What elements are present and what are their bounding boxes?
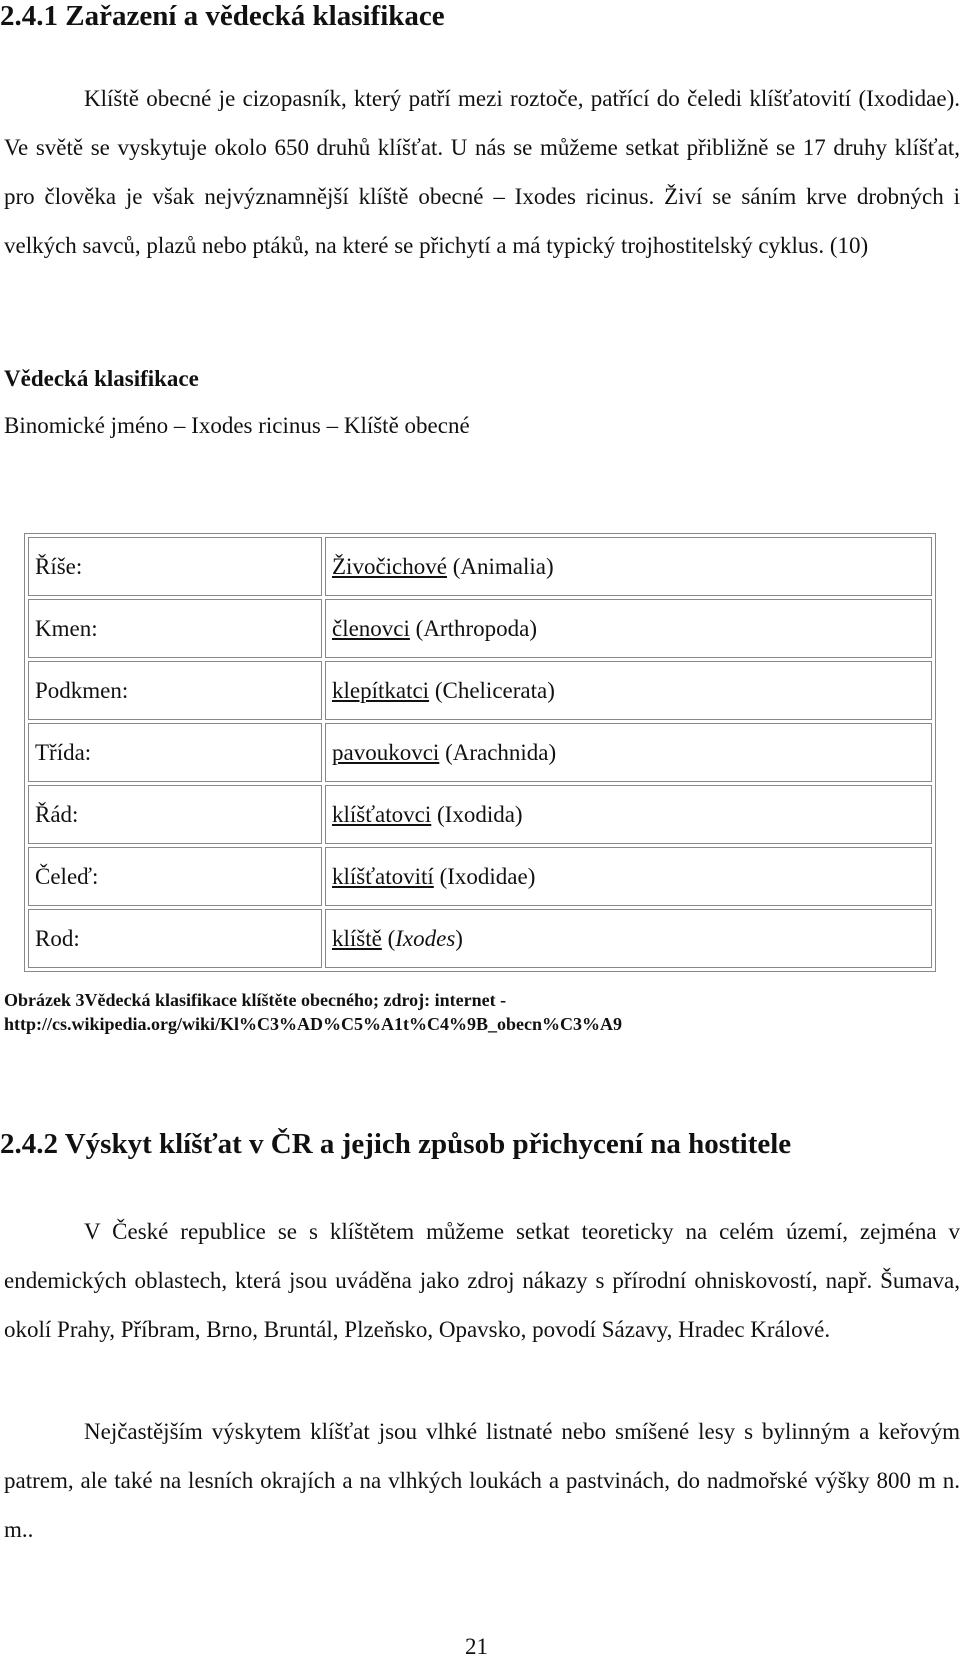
taxon-latin: (Arachnida)	[439, 739, 557, 765]
rank-label: Čeleď:	[28, 847, 322, 906]
classification-row	[28, 599, 932, 658]
rank-label: Rod:	[28, 909, 322, 968]
taxon-cell	[325, 537, 932, 596]
figure-caption: Obrázek 3Vědecká klasifikace klíštěte obecného; zdroj: internet - http://cs.wikipedia.org/wiki/Kl%C3%AD%C5%A1t%C4%9B_obecn%C3%A9	[4, 988, 954, 1036]
classification-table	[24, 533, 936, 972]
taxon-latin: (Animalia)	[446, 553, 554, 579]
taxon-latin: (Ixodida)	[431, 801, 523, 827]
taxon-cell	[325, 599, 932, 658]
classification-row	[28, 537, 932, 596]
taxon-cell	[325, 909, 932, 968]
classification-row	[28, 723, 932, 782]
taxon-cell	[325, 723, 932, 782]
taxon-link[interactable]: členovci	[332, 615, 410, 641]
habitat-paragraph: Nejčastějším výskytem klíšťat jsou vlhké listnaté nebo smíšené lesy s bylinným a keřovým patrem, ale také na lesních okrajích a na vlhkých loukách a pastvinách, do nadmořské výšky 800 m n. m..	[4, 1419, 960, 1542]
taxon-link[interactable]: klíště	[332, 925, 382, 951]
classification-title: Vědecká klasifikace	[4, 366, 199, 391]
taxon-latin: (Chelicerata)	[429, 677, 555, 703]
rank-label: Třída:	[28, 723, 322, 782]
occurrence-paragraph: V České republice se s klíštětem můžeme setkat teoreticky na celém území, zejména v endemických oblastech, která jsou uváděna jako zdroj nákazy s přírodní ohniskovostí, např. Šumava, okolí Prahy, Příbram, Brno, Bruntál, Plzeňsko, Opavsko, povodí Sázavy, Hradec Králové.	[4, 1219, 960, 1342]
rank-label: Říše:	[28, 537, 322, 596]
page-number: 21	[465, 1634, 488, 1659]
rank-label: Řád:	[28, 785, 322, 844]
classification-row	[28, 785, 932, 844]
caption-source-url: http://cs.wikipedia.org/wiki/Kl%C3%AD%C5%A1t%C4%9B_obecn%C3%A9	[4, 1014, 623, 1034]
binomial-name: Binomické jméno – Ixodes ricinus – Klíště obecné	[4, 413, 470, 438]
rank-label: Kmen:	[28, 599, 322, 658]
intro-paragraph: Klíště obecné je cizopasník, který patří mezi roztoče, patřící do čeledi klíšťatovití (Ixodidae). Ve světě se vyskytuje okolo 650 druhů klíšťat. U nás se můžeme setkat přibližně se 17 druhy klíšťat, pro člověka je však nejvýznamnější klíště obecné – Ixodes ricinus. Živí se sáním krve drobných i velkých savců, plazů nebo ptáků, na které se přichytí a má typický trojhostitelský cyklus. (10)	[4, 86, 960, 258]
taxon-link[interactable]: klepítkatci	[332, 677, 430, 703]
taxon-latin: (	[381, 925, 396, 951]
taxon-cell	[325, 785, 932, 844]
section-heading-2-4-1: 2.4.1 Zařazení a vědecká klasifikace	[0, 0, 445, 32]
taxon-cell	[325, 661, 932, 720]
taxon-link[interactable]: klíšťatovci	[332, 801, 432, 827]
taxon-cell	[325, 847, 932, 906]
taxon-latin: (Arthropoda)	[409, 615, 538, 641]
rank-label: Podkmen:	[28, 661, 322, 720]
classification-row	[28, 661, 932, 720]
taxon-link[interactable]: pavoukovci	[332, 739, 440, 765]
taxon-latin-close: )	[455, 925, 463, 951]
taxon-latin-italic: Ixodes	[395, 925, 456, 951]
taxon-link[interactable]: Živočichové	[332, 553, 447, 579]
section-heading-2-4-2: 2.4.2 Výskyt klíšťat v ČR a jejich způsob přichycení na hostitele	[0, 1128, 792, 1160]
taxon-latin: (Ixodidae)	[433, 863, 536, 889]
taxon-link[interactable]: klíšťatovití	[332, 863, 434, 889]
classification-row	[28, 847, 932, 906]
classification-row	[28, 909, 932, 968]
